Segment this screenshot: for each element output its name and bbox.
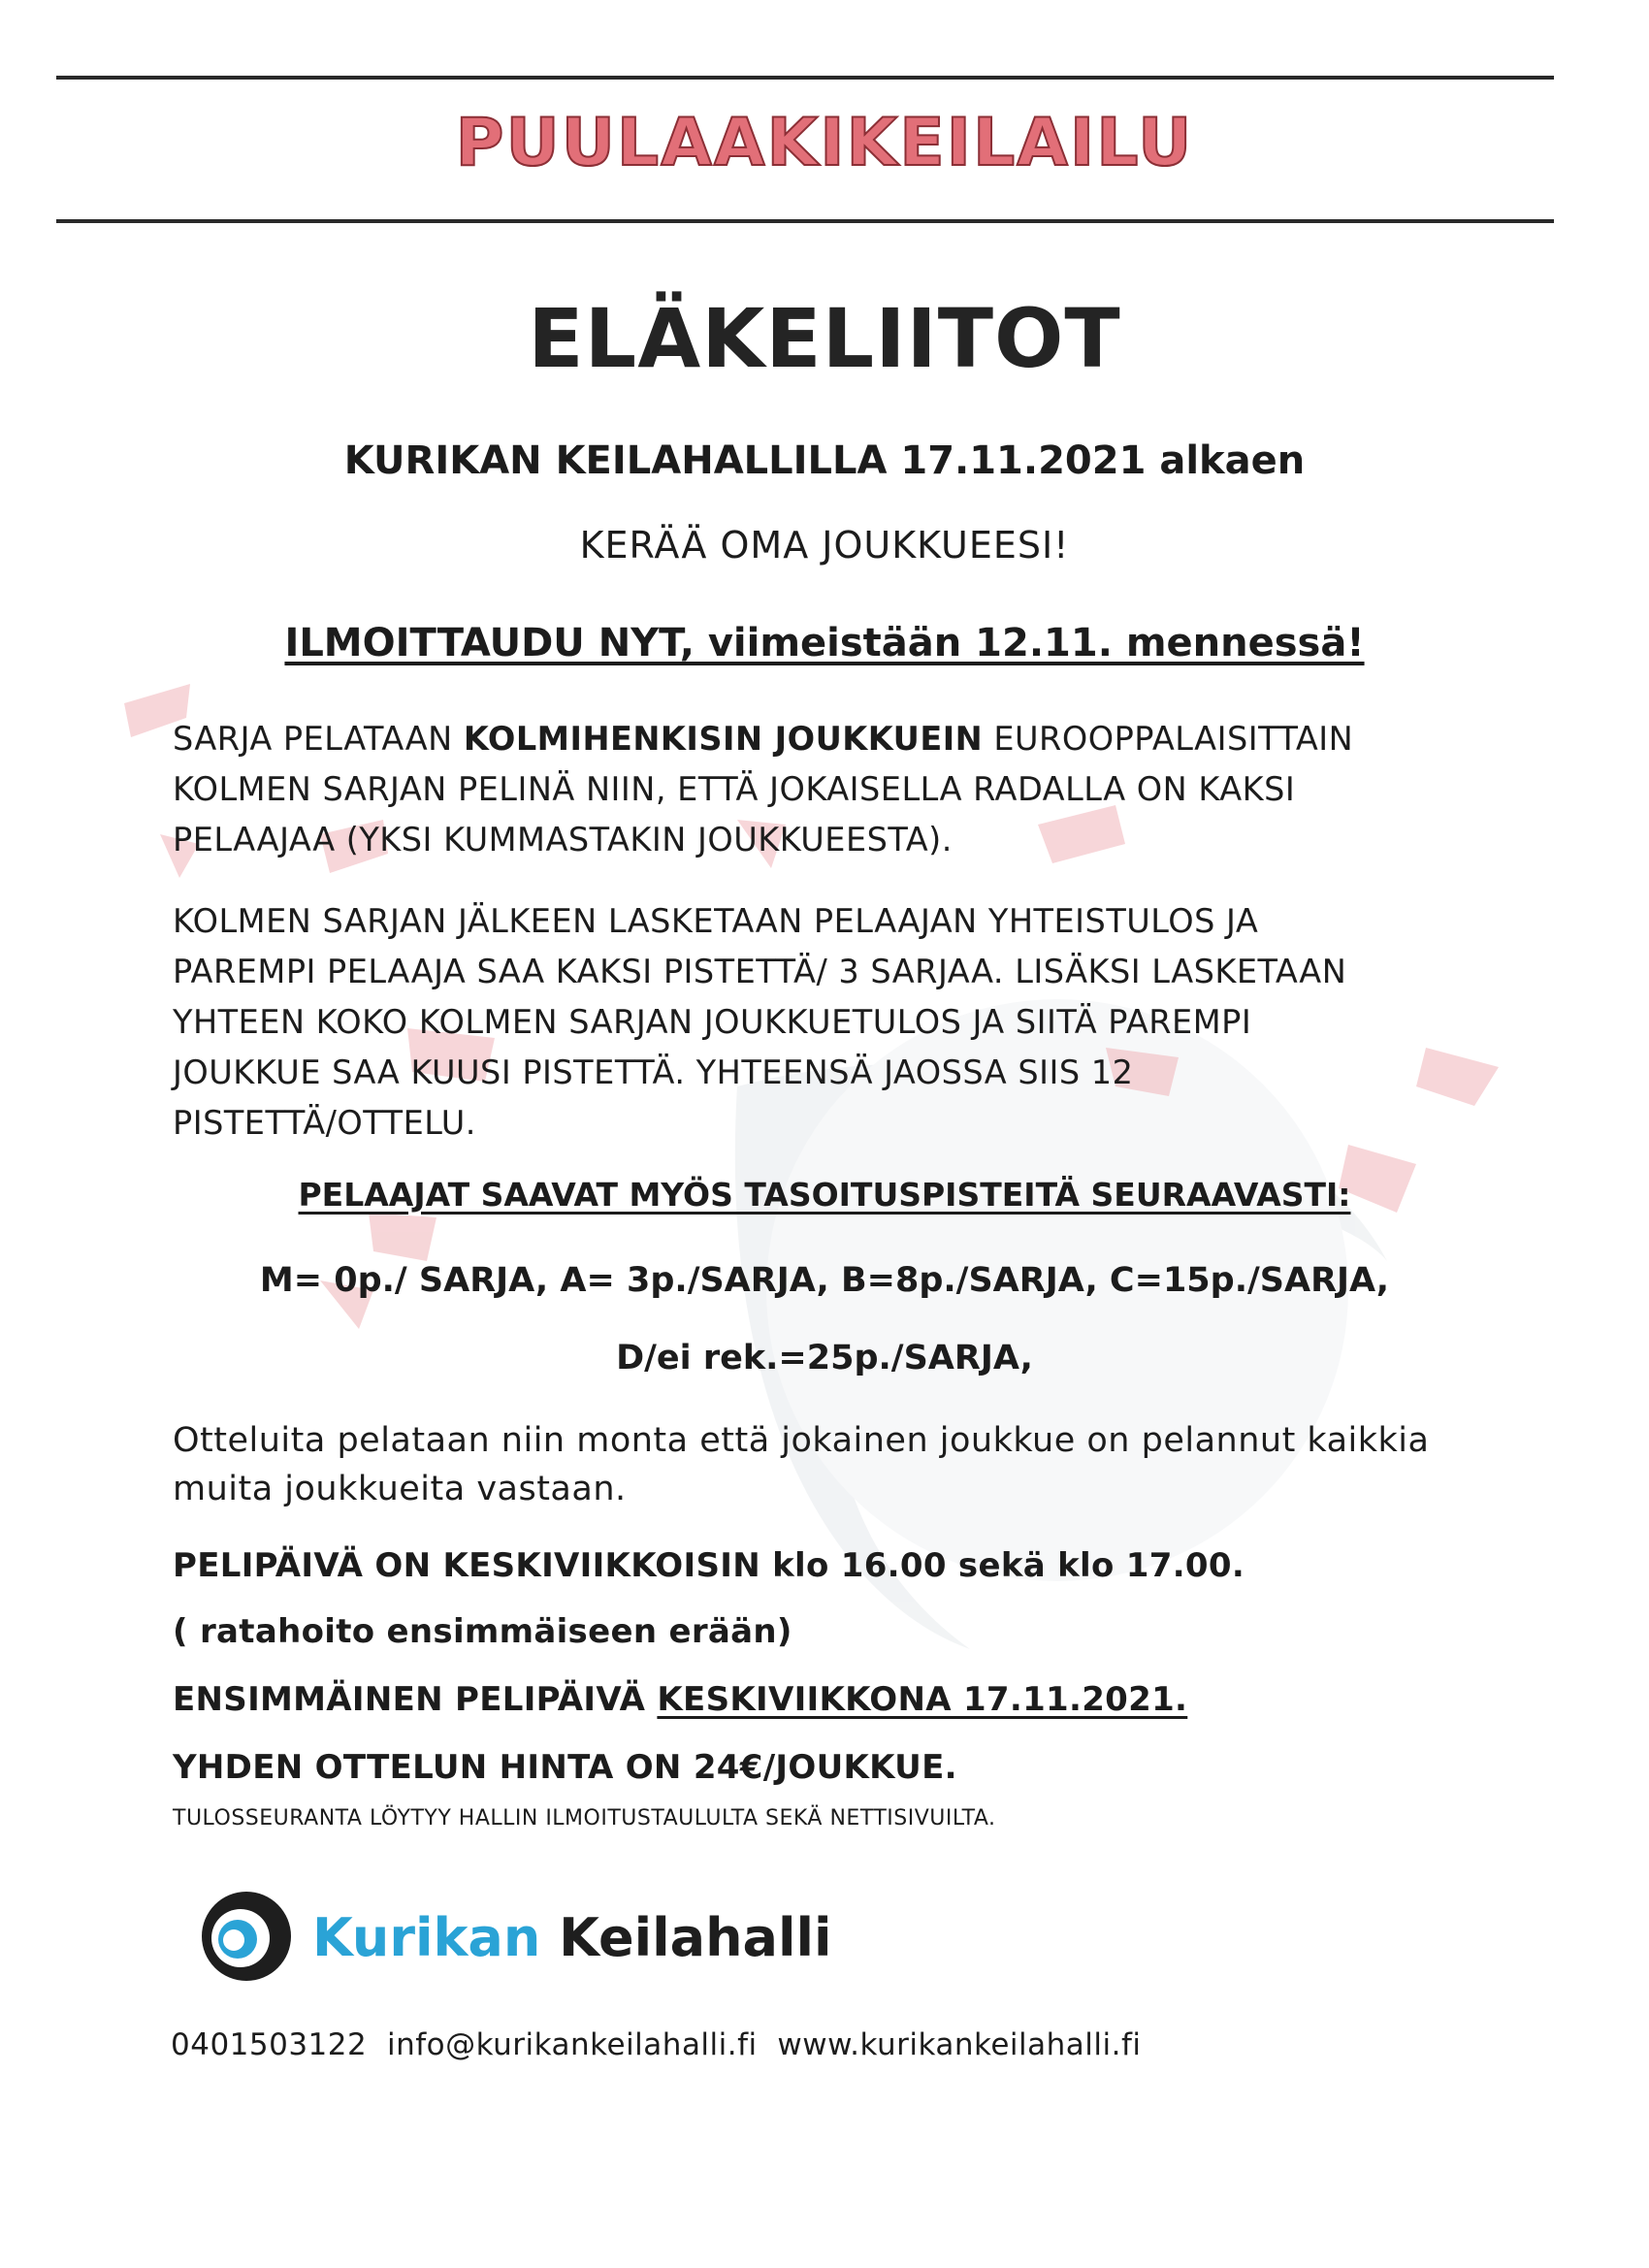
series-rules-line-1: SARJA PELATAAN KOLMIHENKISIN JOUKKUEIN EUROOPPALAISITTAIN [173,720,1354,758]
team-size-emphasis: KOLMIHENKISIN JOUKKUEIN [463,720,984,758]
handicap-heading: PELAAJAT SAAVAT MYÖS TASOITUSPISTEITÄ SEURAAVASTI: [298,1176,1351,1214]
contact-line [171,2027,1142,2062]
matches-line-2: muita joukkueita vastaan. [173,1470,627,1508]
main-title: PUULAAKIKEILAILU [455,105,1194,181]
series-rules-paragraph [173,714,1434,865]
bowling-ball-logo-icon [198,1888,295,1985]
website-link[interactable]: www.kurikankeilahalli.fi [777,2027,1142,2062]
scoring-line-5: PISTETTÄ/OTTELU. [173,1104,476,1142]
logo-wordmark [312,1907,831,1968]
game-day-line: PELIPÄIVÄ ON KESKIVIIKKOISIN klo 16.00 sekä klo 17.00. [173,1546,1245,1585]
logo-word-keilahalli: Keilahalli [559,1907,832,1968]
series-rules-line-3: PELAAJAA (YKSI KUMMASTAKIN JOUKKUEESTA). [173,821,953,859]
results-note: TULOSSEURANTA LÖYTYY HALLIN ILMOITUSTAULULTA SEKÄ NETTISIVUILTA. [173,1806,996,1831]
scoring-line-3: YHTEEN KOKO KOLMEN SARJAN JOUKKUETULOS JA SIITÄ PAREMPI [173,1003,1252,1041]
first-game-date: KESKIVIIKKONA 17.11.2021. [657,1680,1188,1719]
lane-care-note: ( ratahoito ensimmäiseen erään) [173,1612,792,1651]
matches-paragraph [173,1416,1434,1513]
matches-line-1: Otteluita pelataan niin monta että jokainen joukkue on pelannut kaikkia [173,1421,1430,1460]
first-game-day-line: ENSIMMÄINEN PELIPÄIVÄ KESKIVIIKKONA 17.11.2021. [173,1680,1188,1719]
handicap-values-line-1: M= 0p./ SARJA, A= 3p./SARJA, B=8p./SARJA, C=15p./SARJA, [259,1261,1390,1300]
scoring-line-2: PAREMPI PELAAJA SAA KAKSI PISTETTÄ/ 3 SARJAA. LISÄKSI LASKETAAN [173,953,1347,990]
email-address[interactable]: info@kurikankeilahalli.fi [386,2027,758,2062]
series-rules-line-2: KOLMEN SARJAN PELINÄ NIIN, ETTÄ JOKAISELLA RADALLA ON KAKSI [173,770,1296,808]
signup-deadline: ILMOITTAUDU NYT, viimeistään 12.11. mennessä! [284,621,1365,665]
collect-team-line: KERÄÄ OMA JOUKKUEESI! [579,524,1070,567]
phone-number: 0401503122 [171,2027,368,2062]
scoring-line-4: JOUKKUE SAA KUUSI PISTETTÄ. YHTEENSÄ JAOSSA SIIS 12 [173,1053,1134,1091]
price-line: YHDEN OTTELUN HINTA ON 24€/JOUKKUE. [173,1748,957,1787]
subtitle: ELÄKELIITOT [528,291,1121,386]
logo-word-kurikan: Kurikan [312,1907,541,1968]
scoring-line-1: KOLMEN SARJAN JÄLKEEN LASKETAAN PELAAJAN YHTEISTULOS JA [173,902,1259,940]
venue-line: KURIKAN KEILAHALLILLA 17.11.2021 alkaen [343,438,1306,483]
title-rule [56,219,1554,223]
handicap-values-line-2: D/ei rek.=25p./SARJA, [616,1339,1033,1377]
scoring-paragraph [173,896,1434,1149]
top-rule [56,76,1554,80]
